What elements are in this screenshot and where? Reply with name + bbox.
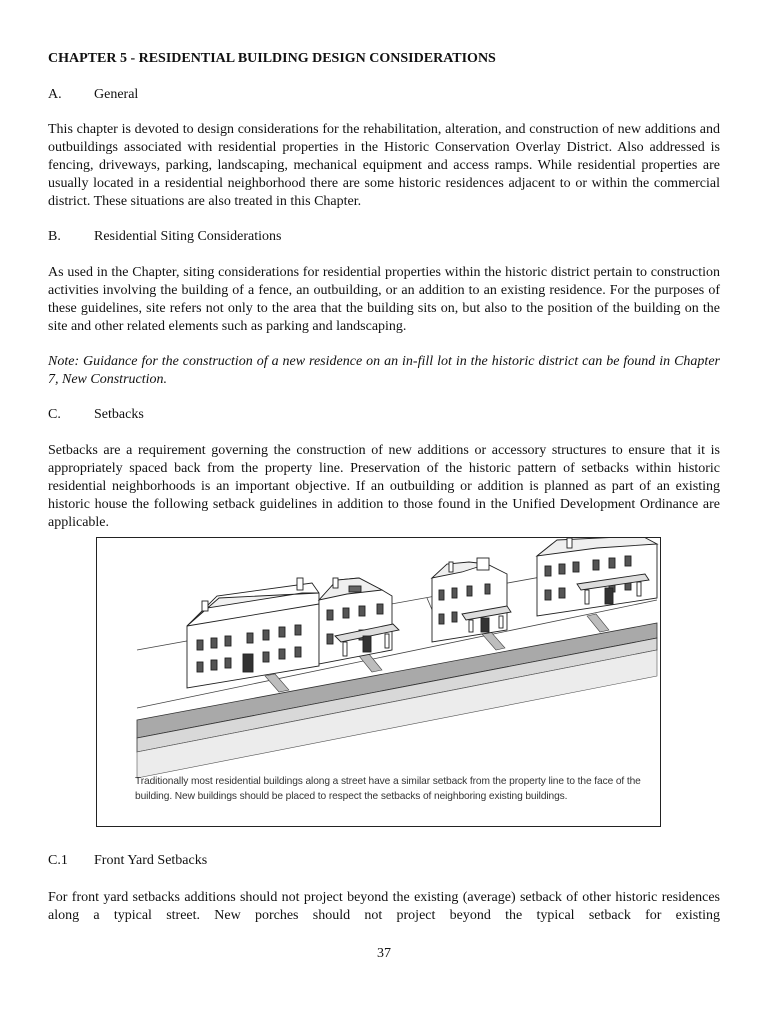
section-c-heading [48,406,720,424]
section-c1-number: C.1 [48,853,68,868]
figure-caption: Traditionally most residential buildings along a street have a similar setback from the property line to the face of the building. New buildings should be placed to respect the setbacks of neighboring existing buildings. [135,776,641,802]
section-b-body: As used in the Chapter, siting considerations for residential properties within the historic district pertain to construction activities involving the building of a fence, an outbuilding, or an addition to an existing residence. For the purposes of these guidelines, site refers not only to the area that the building sits on, but also to the position of the building on the site and other related elements such as parking and landscaping. [48,265,720,334]
section-c1-body: For front yard setbacks additions should not project beyond the existing (average) setback of other historic residences along a typical street. New porches should not project beyond the typical setback for existing [48,890,720,923]
section-b-body-block [48,264,720,336]
section-a-title: General [94,87,139,102]
section-b-heading [48,228,720,246]
section-b-note-block [48,353,720,389]
section-c-number: C. [48,407,61,422]
chapter-title-block [48,50,720,68]
setback-illustration [96,537,661,827]
section-b-title: Residential Siting Considerations [94,229,282,244]
section-b-number: B. [48,229,61,244]
section-c-body: Setbacks are a requirement governing the construction of new additions or accessory structures to ensure that it is appropriately spaced back from the property line. Preservation of the historic pattern of setbacks within historic residential neighborhoods is an important objective. If an outbuilding or addition is planned as part of an existing historic house the following setback guidelines in addition to those found in the Unified Development Ordinance are applicable. [48,443,720,530]
section-c-body-block [48,442,720,532]
section-a-body-block [48,121,720,211]
house-three-story [537,538,657,616]
section-c1-heading [48,852,720,870]
house-foursquare [319,578,399,664]
section-c1-body-block [48,889,720,925]
section-c1-title: Front Yard Setbacks [94,853,208,868]
section-a-heading [48,86,720,104]
chapter-title: CHAPTER 5 - RESIDENTIAL BUILDING DESIGN CONSIDERATIONS [48,51,496,66]
house-colonial [187,578,319,688]
section-a-number: A. [48,87,62,102]
section-b-note: Note: Guidance for the construction of a new residence on an in-fill lot in the historic district can be found in Chapter 7, New Construction. [48,354,720,387]
section-a-body: This chapter is devoted to design considerations for the rehabilitation, alteration, and construction of new additions and outbuildings associated with residential properties in the Historic Conservation Overlay District. Also addressed is fencing, driveways, parking, landscaping, mechanical equipment and access ramps. While residential properties are usually located in a residential neighborhood there are some historic residences adjacent to or within the commercial district. These situations are also treated in this Chapter. [48,122,720,209]
page-number: 37 [377,946,391,961]
section-c-title: Setbacks [94,407,144,422]
house-victorian [432,558,511,642]
